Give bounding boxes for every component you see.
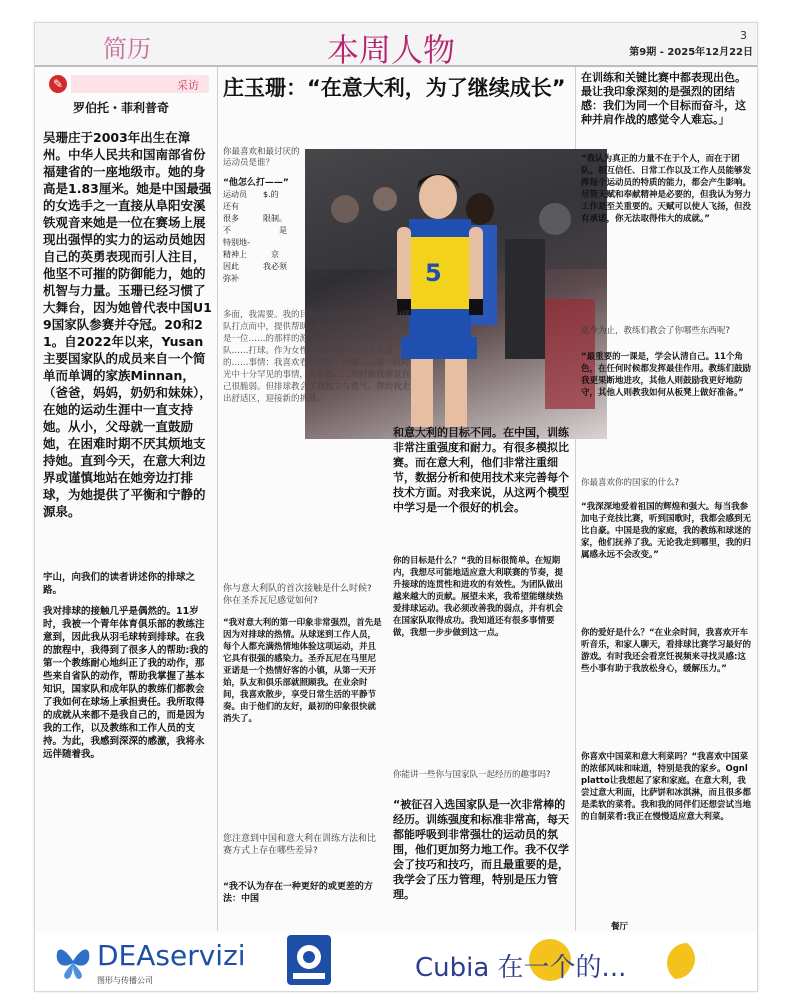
page-header <box>35 23 757 67</box>
section-title-left: 简历 <box>103 35 151 63</box>
question-italy-contact: 你与意大利队的首次接触是什么时候? 你在圣乔瓦尼感觉如何? <box>223 584 375 606</box>
answer-athlete-fragments <box>223 177 303 285</box>
fragment-line: 不 是 <box>223 226 287 235</box>
fragment-line: 特别地- <box>223 238 250 247</box>
fragment-line: 运动员 $.的 <box>223 190 279 199</box>
footer-label: 餐厅 <box>611 922 629 932</box>
headline: 庄玉珊：“在意大利，为了继续成长” <box>223 76 566 100</box>
answer-coaches: “最重要的一课是，学会认清自己。11个角色，在任何时候都发挥最佳作用。教练们鼓励我更果断地进攻，其他人则鼓励我更好地防守，其他人则教我如何从板凳上做好准备。” <box>581 352 752 398</box>
interview-tag: 采访 <box>177 79 199 92</box>
issue-date: 第9期 - 2025年12月22日 <box>629 47 753 58</box>
author-box <box>43 71 211 123</box>
tag-banner <box>71 75 209 93</box>
answer-italy-contact: “我对意大利的第一印象非常强烈，首先是因为对排球的热情。从球迷到工作人员，每个人都充满热情地体验这项运动，并且它具有很强的感染力。圣乔瓦尼在马里尼亚诺是一个热情好客的小镇，从第一天开始，队友和俱乐部就照顾我。在业余时间，我喜欢散步，享受日常生活的平静节奏。由于他们的友好，最初的印象很快就消失了。 <box>223 618 382 724</box>
svg-text:5: 5 <box>425 259 442 287</box>
author-name: 罗伯托・菲利普奇 <box>73 101 170 115</box>
answer-volleyball-path: 我对排球的接触几乎是偶然的。11岁时，我被一个青年体育俱乐部的教练注意到，因此我从羽毛球转到排球。在我的旅程中，我得到了很多人的帮助:我的第一个教练耐心地纠正了我的动作，那些来自省队的动作，帮助我掌握了基本知识，国家队和成年队的教练们都教会了我如何在球场上承担责任。我所取得的成就从来都不是我自己的，而是因为我的工作，以及教练和工作人员的支持。为此，我感到深深的感激，我将永远伴随着我。 <box>43 606 209 760</box>
butterfly-icon <box>53 941 93 981</box>
section-title-center: 本周人物 <box>327 31 456 69</box>
answer-training-differences-start: “我不认为存在一种更好的或更差的方法：中国 <box>223 882 373 904</box>
newspaper-page <box>34 22 758 992</box>
right-top-continuation: 在训练和关键比赛中都表现出色。最让我印象深刻的是强烈的团结感：我们为同一个目标而奋斗，这种并肩作战的感觉令人难忘。」 <box>581 71 746 126</box>
moon-icon-right <box>667 943 707 983</box>
answer-country: “我深深地爱着祖国的辉煌和强大。每当我参加电子竞技比赛，听到国歌时，我都会感到无比自豪。中国是我的家庭，我的教练和球迷的家，他们抚养了我。无论我走到哪里，我的归属感永远不会改变。” <box>581 502 752 560</box>
question-volleyball-path: 宇山，向我们的读者讲述你的排球之路。 <box>43 572 196 596</box>
fragment-line: 因此 我必须 <box>223 262 287 271</box>
photo-caption: 多面，我需要。我的目标是简单：我中接球，为球队打点而中，提供帮助，我希望他们成为明星。她是一位……的那样的源员。我有能力帮助这个团队……打球。作为女性，我认为自己是个普通的……事情：我喜欢看电视剧。闲聊……在一段时光中十分罕见的事情，大家都……有时候我感觉自己很脆弱。但排球教会了我独立与勇气。帮助我走出舒适区，迎接新的挑战。 <box>223 310 411 404</box>
sponsor-subtitle: 图形与传播公司 <box>97 976 153 985</box>
sponsor-right-text: Cubia 在一个的... <box>415 953 627 983</box>
question-national-team: 你能讲一些你与国家队一起经历的趣事吗? <box>393 770 551 780</box>
fragment-line: 还有 <box>223 202 239 211</box>
hobby-qa: 你的爱好是什么？“在业余时间，我喜欢开车听音乐，和家人聊天，看排球比赛学习最好的游戏。有时我还会看烹饪视频来寻找灵感:这些小事有助于我放松身心，缓解压力。” <box>581 628 752 674</box>
answer-national-team: “被征召入选国家队是一次非常棒的经历。训练强度和标准非常高，每天都能呼吸到非常强壮的运动员的氛围，他们更加努力地工作。我不仅学会了技巧和技巧，而且最重要的是，我学会了压力管理，特别是压力管理。 <box>393 798 569 901</box>
fragment-line: “他怎么打——” <box>223 178 289 188</box>
fragment-line: 很多 限制。 <box>223 214 287 223</box>
club-logo-icon <box>287 935 331 985</box>
food-qa: 你喜欢中国菜和意大利菜吗？“我喜欢中国菜的浓郁风味和味道，特别是我的家乡。Ognl platto让我想起了家和家庭。在意大利，我尝过意大利面，比萨饼和冰淇淋，而且很多都是柔软的菜肴。我和我的同伴们还想尝试当地的自制菜肴:我正在慢慢适应意大利菜。 <box>581 752 752 822</box>
question-athlete: 你最喜欢和最讨厌的运动员是谁？ <box>223 147 300 168</box>
intro-text: 吴珊庄于2003年出生在漳州。中华人民共和国南部省份福建省的一座地级市。她的身高是1.83厘米。她是中国最强的女选手之一直接从阜阳安溪铁观音来她是一位在赛场上展现出强悍的实力的运动员她因自己的英勇表现而引人注目，他坚不可摧的防御能力，她的机智与力量。玉珊已经习惯了大舞台，因为她曾代表中国U19国家队参赛并夺冠。20和21。自2022年以来，Yusan主要国家队的成员来自一个简单而单调的家族Minnan，（爸爸，妈妈，奶奶和妹妹），在她的运动生涯中一直支持她。从小，父母就一直鼓励她，在困难时期不厌其烦地支持她。直到今天，在意大利边界或谨慎地站在她旁边打排球，为她提供了平衡和宁静的源泉。 <box>43 130 212 519</box>
goals-qa: 你的目标是什么？“我的目标很简单。在短期内，我想尽可能地适应意大利联赛的节奏，提升接球的连贯性和进攻的有效性。为团队做出越来越大的贡献。展望未来，我希望能继续热爱排球运动。我必须改善我的弱点，并有机会在国家队取得成功。我知道还有很多事情要做，我想一步步做到这一点。 <box>393 556 564 638</box>
column-divider <box>217 67 218 931</box>
sponsor-footer <box>35 933 757 991</box>
answer-training-differences-cont: 和意大利的目标不同。在中国，训练非常注重强度和耐力。有很多模拟比赛。而在意大利，他们非常注重细节，数据分析和使用技术来完善每个技术方面。对我来说，从这两个模型中学习是一个很好的机会。 <box>393 426 569 514</box>
page-number: 3 <box>740 29 747 42</box>
question-training-differences: 您注意到中国和意大利在训练方法和比赛方式上存在哪些差异? <box>223 834 377 856</box>
author-glyph-icon: ✎ <box>52 77 64 91</box>
question-country: 你最喜欢你的国家的什么? <box>581 478 680 488</box>
fragment-line: 精神上 京 <box>223 250 279 259</box>
question-coaches: 迄今为止，教练们教会了你哪些东西呢? <box>581 326 731 336</box>
author-icon <box>49 75 67 93</box>
fragment-line: 弥补 <box>223 274 239 283</box>
sponsor-brand: DEAservizi <box>97 939 246 972</box>
club-logo <box>287 935 331 985</box>
answer-team-strength: “我认为真正的力量不在于个人，而在于团队。相互信任、日常工作以及工作人员能够发挥每个运动员的特质的能力，都会产生影响。尽管天赋和奉献精神是必要的，但我认为努力工作是至关重要的。天赋可以使人飞扬，但没有承诺，你无法取得伟大的成就。” <box>581 154 752 224</box>
